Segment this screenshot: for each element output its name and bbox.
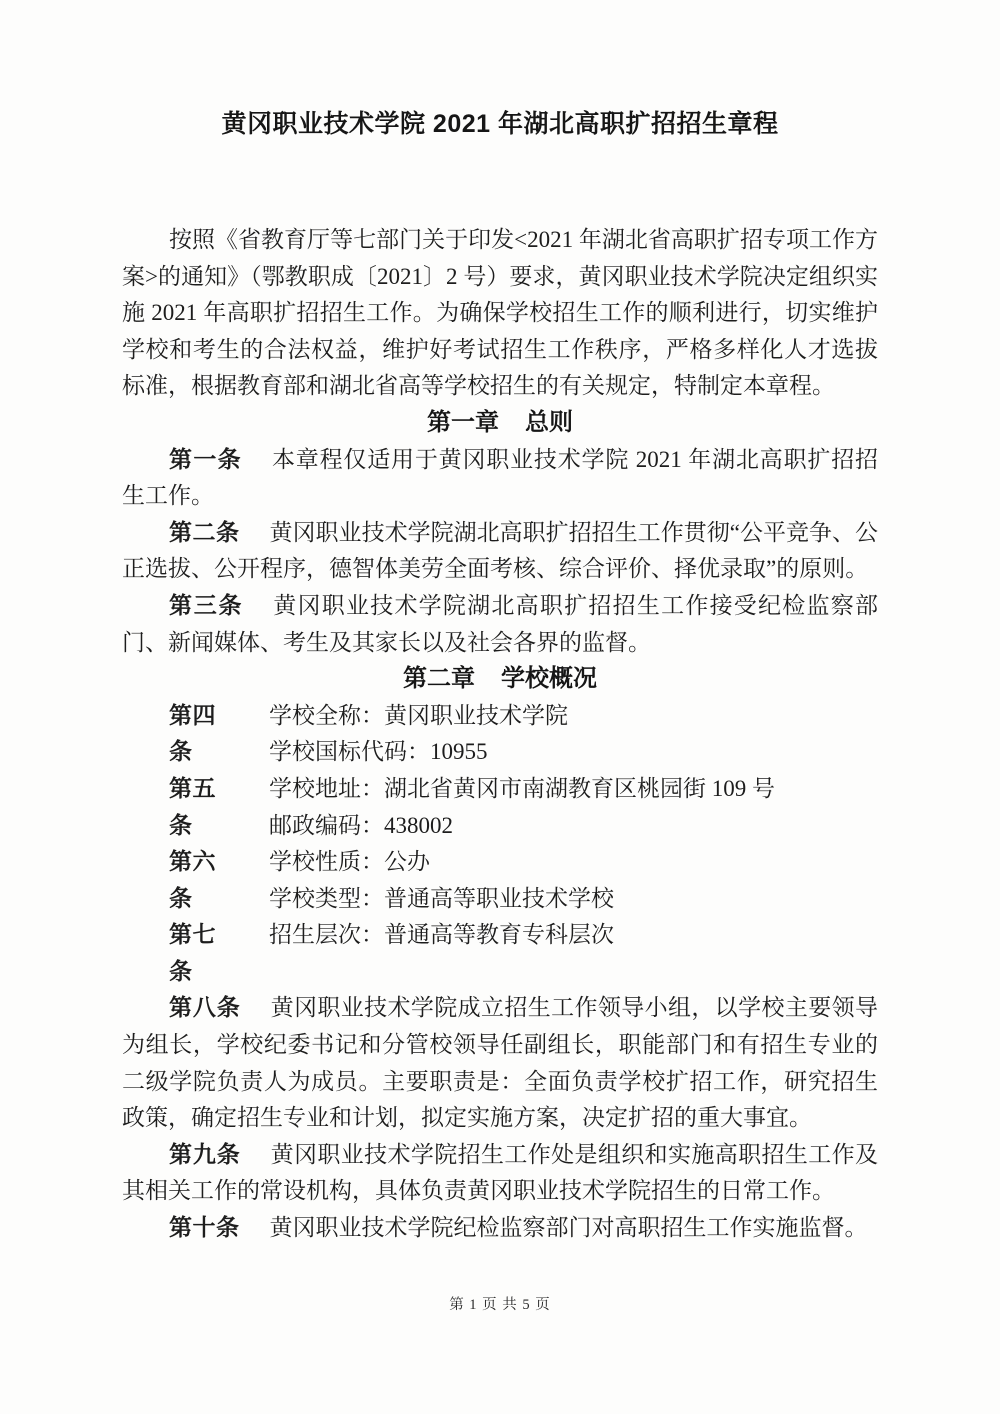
- chapter-1-heading: [122, 405, 878, 442]
- article-2-text: 黄冈职业技术学院湖北高职扩招招生工作贯彻“公平竞争、公正选拔、公开程序，德智体美劳全面考核、综合评价、择优录取”的原则。: [122, 519, 878, 582]
- article-4-number: 第四条: [169, 702, 216, 765]
- article-4-definition: [122, 698, 878, 771]
- intro-paragraph: 按照《省教育厅等七部门关于印发<2021 年湖北省高职扩招专项工作方案>的通知》（鄂教职成〔2021〕2 号）要求，黄冈职业技术学院决定组织实施 2021 年高职扩招招生工作。为确保学校招生工作的顺利进行，切实维护学校和考生的合法权益，维护好考试招生工作秩序，严格多样化人才选拔标准，根据教育部和湖北省高等学校招生的有关规定，特制定本章程。: [122, 227, 878, 399]
- article-5-number: 第五条: [169, 775, 216, 838]
- article-7-lines: [269, 917, 878, 990]
- article-10-text: 黄冈职业技术学院纪检监察部门对高职招生工作实施监督。: [269, 1215, 868, 1241]
- chapter-2-number: 第二章: [403, 665, 475, 693]
- article-6-number: 第六条: [169, 849, 216, 911]
- article-6-line-1: 学校性质：公办: [269, 849, 430, 875]
- chapter-1-number: 第一章: [427, 408, 499, 436]
- article-4-lines: [269, 698, 878, 771]
- article-8-paragraph: [122, 990, 878, 1136]
- article-9-number: 第九条: [169, 1141, 241, 1167]
- chapter-2-heading: [122, 661, 878, 698]
- article-10-number: 第十条: [169, 1215, 240, 1241]
- document-title: 黄冈职业技术学院 2021 年湖北高职扩招招生章程: [221, 110, 779, 138]
- article-2-number: 第二条: [169, 519, 240, 545]
- article-8-number: 第八条: [169, 995, 241, 1021]
- article-8-text: 黄冈职业技术学院成立招生工作领导小组，以学校主要领导为组长，学校纪委书记和分管校领导任副组长，职能部门和有招生专业的二级学院负责人为成员。主要职责是：全面负责学校扩招工作，研究招生政策，确定招生专业和计划，拟定实施方案，决定扩招的重大事宜。: [122, 995, 878, 1131]
- article-5-line-2: 邮政编码：438002: [269, 812, 453, 838]
- article-5-line-1: 学校地址：湖北省黄冈市南湖教育区桃园街 109 号: [269, 775, 775, 801]
- article-1-number: 第一条: [169, 446, 242, 472]
- chapter-1-name: 总则: [525, 408, 573, 436]
- article-5-lines: [269, 771, 878, 844]
- chapter-2-name: 学校概况: [501, 665, 597, 693]
- article-7-line-1: 招生层次：普通高等教育专科层次: [269, 922, 614, 948]
- article-1-paragraph: [122, 442, 878, 515]
- article-3-paragraph: [122, 588, 878, 661]
- article-3-text: 黄冈职业技术学院湖北高职扩招招生工作接受纪检监察部门、新闻媒体、考生及其家长以及社会各界的监督。: [122, 592, 879, 655]
- article-2-paragraph: [122, 515, 878, 588]
- article-7-number: 第七条: [169, 922, 216, 984]
- article-4-line-1: 学校全称：黄冈职业技术学院: [269, 702, 568, 728]
- article-6-lines: [269, 844, 878, 917]
- article-9-text: 黄冈职业技术学院招生工作处是组织和实施高职招生工作及其相关工作的常设机构，具体负责黄冈职业技术学院招生的日常工作。: [122, 1141, 878, 1204]
- article-6-definition: [122, 844, 878, 917]
- article-6-line-2: 学校类型：普通高等职业技术学校: [269, 885, 614, 911]
- article-7-definition: [122, 917, 878, 990]
- page-footer: 第 1 页 共 5 页: [449, 1297, 551, 1313]
- article-1-text: 本章程仅适用于黄冈职业技术学院 2021 年湖北高职扩招招生工作。: [122, 446, 879, 509]
- article-5-definition: [122, 771, 878, 844]
- article-10-paragraph: [122, 1210, 878, 1247]
- article-3-number: 第三条: [169, 592, 244, 618]
- article-9-paragraph: [122, 1137, 878, 1210]
- article-4-line-2: 学校国标代码：10955: [269, 739, 488, 765]
